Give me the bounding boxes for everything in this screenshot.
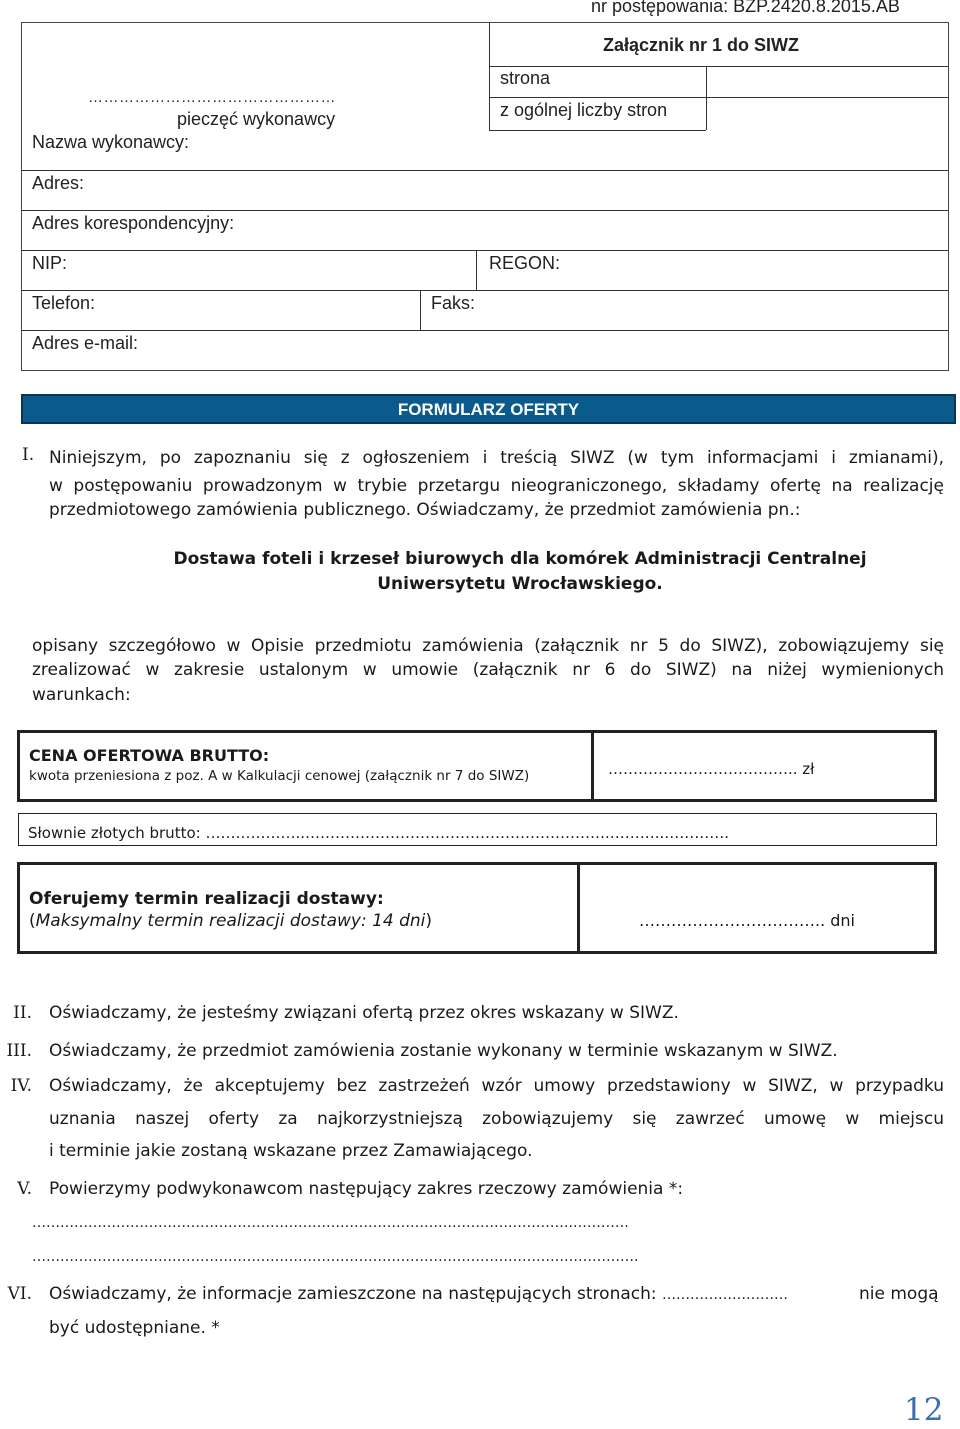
statement-6-line-1 bbox=[49, 1284, 788, 1304]
section-numeral: I. bbox=[22, 445, 35, 465]
page-number: 12 bbox=[904, 1392, 944, 1428]
stamp-label: pieczęć wykonawcy bbox=[177, 109, 336, 129]
statement-4-line-1: Oświadczamy, że akceptujemy bez zastrzeżeń wzór umowy przedstawiony w SIWZ, w przypadku bbox=[49, 1076, 944, 1096]
statement-3-numeral: III. bbox=[6, 1041, 32, 1061]
statement-5-text: Powierzymy podwykonawcom następujący zakres rzeczowy zamówienia *: bbox=[49, 1179, 684, 1199]
price-value-field[interactable]: ……………………………….. zł bbox=[608, 760, 815, 778]
intro-line-2: w postępowaniu prowadzonym w trybie przetargu nieograniczonego, składamy ofertę na realizację bbox=[49, 476, 944, 496]
phone-label: Telefon: bbox=[32, 293, 96, 313]
case-number: nr postępowania: BZP.2420.8.2015.AB bbox=[591, 0, 900, 16]
total-pages-label: z ogólnej liczby stron bbox=[500, 100, 668, 120]
address-label: Adres: bbox=[32, 173, 85, 193]
page-label: strona bbox=[500, 68, 551, 88]
subcontract-field-1[interactable]: ………………………………………………………………………………………….………….………… bbox=[32, 1215, 629, 1231]
description-line-2: zrealizować w zakresie ustalonym w umowie (załącznik nr 6 do SIWZ) na niżej wymienionych bbox=[32, 660, 944, 680]
statement-2-numeral: II. bbox=[13, 1003, 32, 1023]
subject-line-1: Dostawa foteli i krzeseł biurowych dla komórek Administracji Centralnej bbox=[173, 549, 867, 569]
email-label: Adres e-mail: bbox=[32, 333, 139, 353]
restricted-pages-field[interactable]: ……………………… bbox=[662, 1287, 789, 1303]
statement-6-numeral: VI. bbox=[7, 1284, 32, 1304]
form-title-banner: FORMULARZ OFERTY bbox=[21, 394, 956, 424]
statement-6-text: Oświadczamy, że informacje zamieszczone na następujących stronach: bbox=[49, 1284, 663, 1304]
regon-label: REGON: bbox=[489, 253, 561, 273]
corr-address-label: Adres korespondencyjny: bbox=[32, 213, 235, 233]
price-note: kwota przeniesiona z poz. A w Kalkulacji cenowej (załącznik nr 7 do SIWZ) bbox=[29, 768, 530, 784]
statement-4-line-3: i terminie jakie zostaną wskazane przez Zamawiającego. bbox=[49, 1141, 533, 1161]
statement-3-text: Oświadczamy, że przedmiot zamówienia zostanie wykonany w terminie wskazanym w SIWZ. bbox=[49, 1041, 838, 1061]
statement-6-line-2: być udostępniane. * bbox=[49, 1318, 220, 1338]
nip-label: NIP: bbox=[32, 253, 68, 273]
delivery-value-field[interactable]: …………………………….. dni bbox=[639, 911, 855, 930]
statement-4-line-2: uznania naszej oferty za najkorzystniejszą zobowiązujemy się zawrzeć umowę w miejscu bbox=[49, 1109, 944, 1129]
stamp-dots: ………………………………………… bbox=[88, 89, 336, 106]
description-line-3: warunkach: bbox=[32, 685, 131, 705]
delivery-note-open: ( bbox=[29, 911, 36, 931]
delivery-note-close: ) bbox=[425, 911, 433, 931]
subject-line-2: Uniwersytetu Wrocławskiego. bbox=[377, 574, 663, 594]
statement-5-numeral: V. bbox=[17, 1179, 32, 1199]
intro-line-3: przedmiotowego zamówienia publicznego. Oświadczamy, że przedmiot zamówienia pn.: bbox=[49, 500, 801, 520]
subcontract-field-2[interactable]: …………………………………………………………………………………………………………………. bbox=[32, 1249, 639, 1265]
delivery-title: Oferujemy termin realizacji dostawy: bbox=[29, 889, 384, 909]
statement-4-numeral: IV. bbox=[10, 1076, 32, 1096]
intro-line-1: Niniejszym, po zapoznaniu się z ogłoszeniem i treścią SIWZ (w tym informacjami i zmianami), bbox=[49, 448, 944, 468]
name-label: Nazwa wykonawcy: bbox=[32, 132, 190, 152]
statement-2-text: Oświadczamy, że jesteśmy związani ofertą przez okres wskazany w SIWZ. bbox=[49, 1003, 679, 1023]
statement-6-line-1-end: nie mogą bbox=[859, 1284, 939, 1304]
price-words-field[interactable]: Słownie złotych brutto: ………………..…………………………………………………….………..…………. bbox=[28, 824, 730, 842]
description-line-1: opisany szczegółowo w Opisie przedmiotu zamówienia (załącznik nr 5 do SIWZ), zobowiązujemy się bbox=[32, 636, 944, 656]
attachment-label: Załącznik nr 1 do SIWZ bbox=[603, 35, 800, 55]
delivery-note-italic: Maksymalny termin realizacji dostawy: 14 dni bbox=[35, 911, 426, 931]
delivery-note bbox=[29, 911, 432, 931]
contractor-box bbox=[21, 22, 949, 371]
fax-label: Faks: bbox=[431, 293, 476, 313]
price-title: CENA OFERTOWA BRUTTO: bbox=[29, 746, 270, 765]
